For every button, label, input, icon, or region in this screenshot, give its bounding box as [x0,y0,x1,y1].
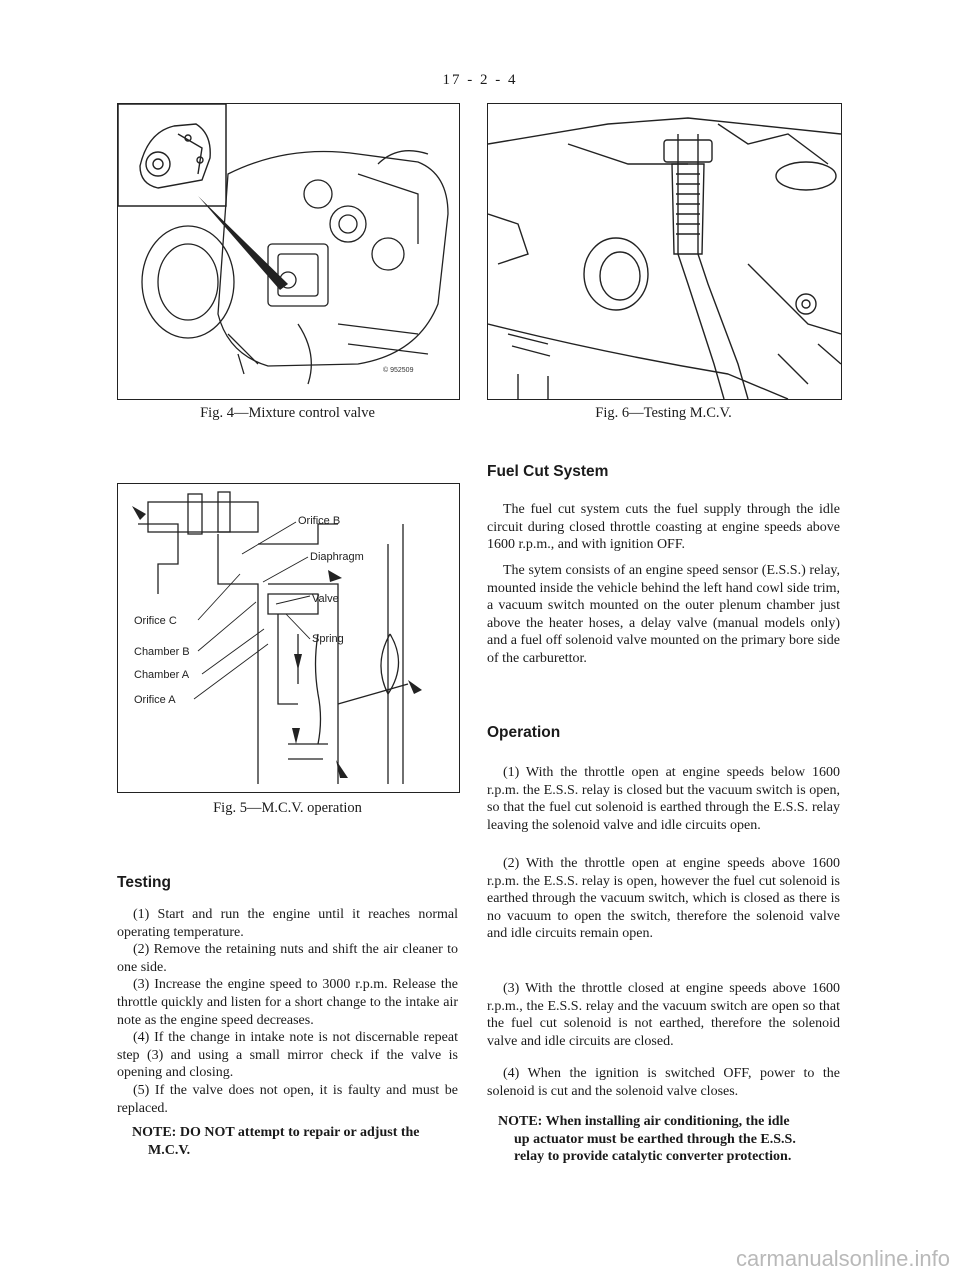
testing-step-5: (5) If the valve does not open, it is faulty and must be replaced. [117,1082,458,1116]
label-chamber-b: Chamber B [134,646,190,658]
label-chamber-a: Chamber A [134,669,190,681]
mcv-operation-diagram [118,484,459,792]
testing-note [132,1124,462,1159]
operation-paragraph-3: (3) With the throttle closed at engine speeds above 1600 r.p.m., the E.S.S. relay and the vacuum switch are open so that the fuel cut solenoid is not earthed, therefore the solenoid valve and idle circuits are closed. [487,981,840,1049]
operation-paragraph-2: (2) With the throttle open at engine speeds above 1600 r.p.m. the E.S.S. relay is open, however the fuel cut solenoid is earthed through the vacuum switch, which is closed as there is no vacuum to open the switch, therefore the solenoid valve and idle circuits remain open. [487,856,840,942]
operation-note-line-3: relay to provide catalytic converter protection. [514,1149,792,1165]
watermark: carmanualsonline.info [735,1246,950,1271]
label-valve: Valve [312,593,339,605]
operation-note-line-1: NOTE: When installing air conditioning, the idle [498,1114,790,1129]
operation-paragraph-1: (1) With the throttle open at engine speeds below 1600 r.p.m. the E.S.S. relay is closed but the vacuum switch is open, so that the fuel cut solenoid is earthed through the E.S.S. relay leaving the solenoid valve and idle circuits open. [487,765,840,833]
testing-step-4: (4) If the change in intake note is not discernable repeat step (3) and using a small mirror check if the valve is opening and closing. [117,1030,458,1081]
testing-heading: Testing [117,874,171,891]
figure-4-caption: Fig. 4—Mixture control valve [200,405,375,421]
figure-5-image [117,483,460,793]
fuel-cut-paragraph-1: The fuel cut system cuts the fuel supply through the idle circuit during closed throttle coasting at engine speeds above 1600 r.p.m., and with ignition OFF. [487,502,840,553]
label-orifice-a: Orifice A [134,694,176,706]
fuel-cut-heading: Fuel Cut System [487,463,609,480]
mixture-control-valve-illustration [118,104,459,399]
operation-note [498,1113,843,1166]
testing-step-3: (3) Increase the engine speed to 3000 r.p.m. Release the throttle quickly and listen for a short change to the intake air note as the engine speed decreases. [117,977,458,1028]
testing-note-line-2: M.C.V. [148,1142,191,1158]
figure-6-caption: Fig. 6—Testing M.C.V. [595,405,732,421]
label-spring: Spring [312,633,344,645]
figure-5-caption: Fig. 5—M.C.V. operation [213,800,362,816]
page-number: 17 - 2 - 4 [442,72,518,88]
label-orifice-c: Orifice C [134,615,177,627]
testing-steps [117,906,458,1117]
operation-note-line-2: up actuator must be earthed through the E.S.S. [514,1131,796,1147]
testing-step-1: (1) Start and run the engine until it reaches normal operating temperature. [117,907,458,940]
testing-step-2: (2) Remove the retaining nuts and shift the air cleaner to one side. [117,942,458,975]
label-diaphragm: Diaphragm [310,551,364,563]
testing-mcv-illustration [488,104,841,399]
figure-4-code: © 952509 [383,367,414,374]
label-orifice-b: Orifice B [298,515,341,527]
figure-6-image [487,103,842,400]
figure-4-image [117,103,460,400]
operation-heading: Operation [487,724,561,741]
testing-note-line-1: NOTE: DO NOT attempt to repair or adjust the [132,1125,420,1140]
operation-paragraph-4: (4) When the ignition is switched OFF, power to the solenoid is cut and the solenoid valve closes. [487,1066,840,1099]
fuel-cut-paragraph-2: The sytem consists of an engine speed sensor (E.S.S.) relay, mounted inside the vehicle behind the left hand cowl side trim, a vacuum switch mounted on the outer plenum chamber just above the heater hoses, a delay valve (manual models only) and a fuel off solenoid valve mounted on the primary bore side of the carburettor. [487,563,840,666]
